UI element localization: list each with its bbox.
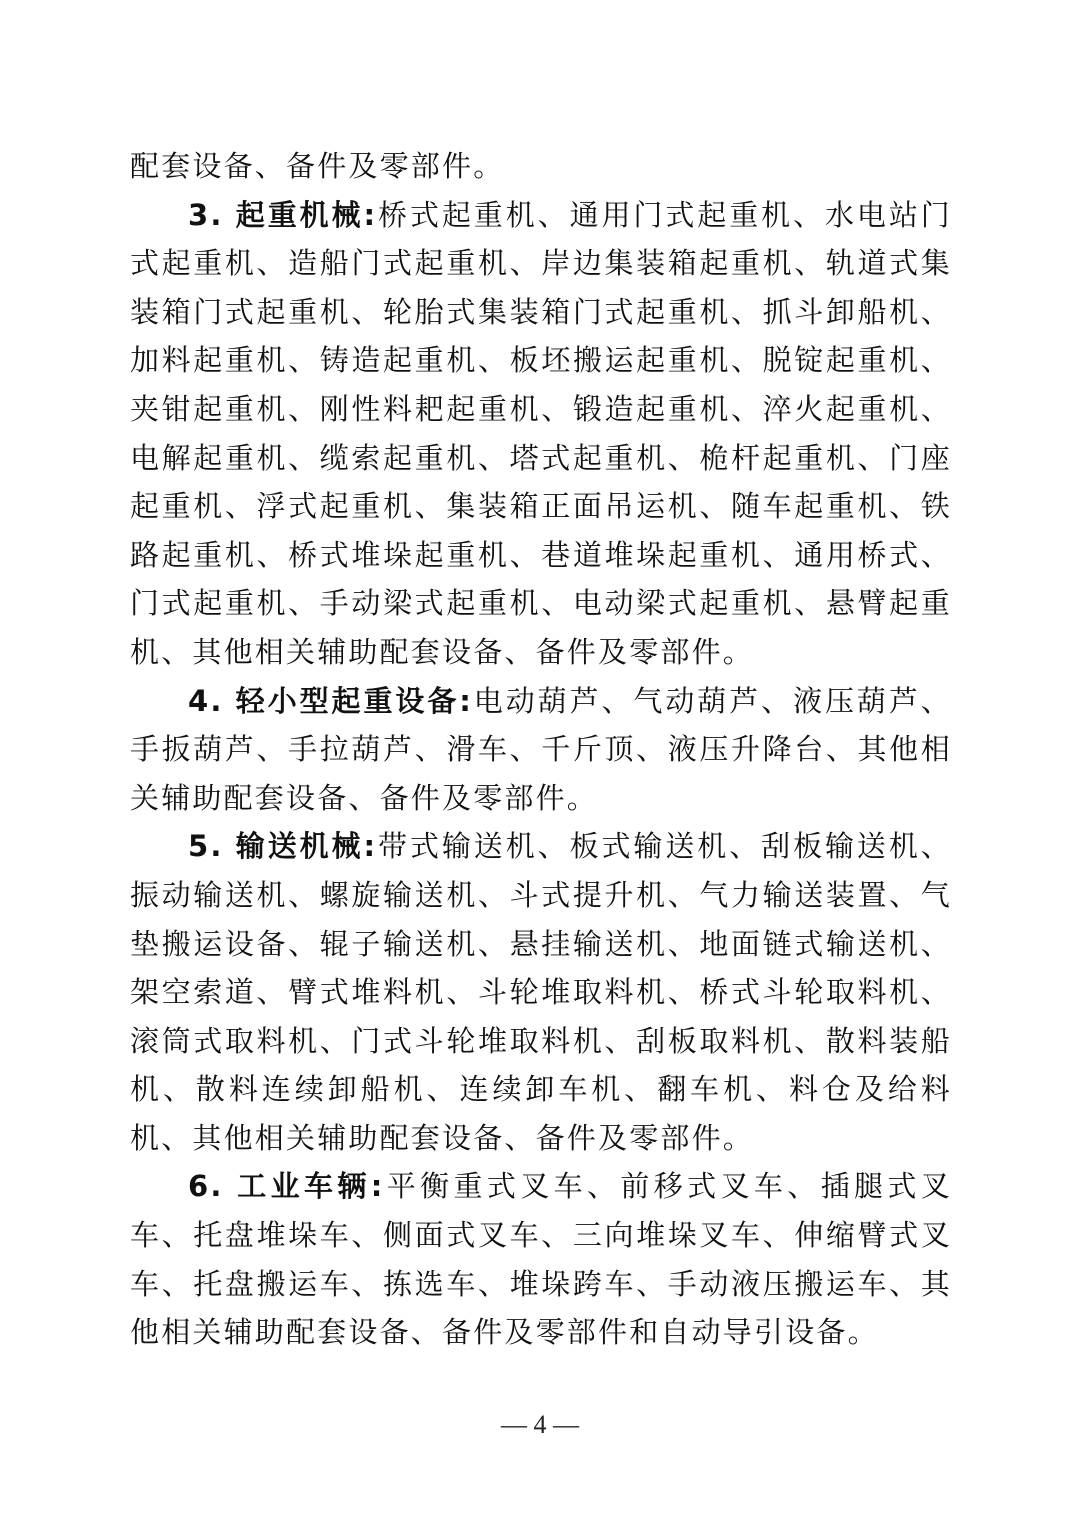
paragraph-number: 3. [188, 197, 224, 232]
paragraph-number: 6. [188, 1169, 224, 1204]
paragraph-text: 平衡重式叉车、前移式叉车、插腿式叉车、托盘堆垛车、侧面式叉车、三向堆垛叉车、伸缩臂式叉车、托盘搬运车、拣选车、堆垛跨车、手动液压搬运车、其他相关辅助配套设备、备件及零部件和自动导引设备。 [130, 1169, 953, 1350]
page-number: — 4 — [501, 1410, 579, 1439]
paragraph-number: 4. [188, 683, 224, 718]
paragraph-3-lifting-machinery [130, 191, 952, 677]
continuation-text: 配套设备、备件及零部件。 [130, 149, 505, 183]
continuation-paragraph [130, 142, 952, 191]
paragraph-text: 桥式起重机、通用门式起重机、水电站门式起重机、造船门式起重机、岸边集装箱起重机、轨道式集装箱门式起重机、轮胎式集装箱门式起重机、抓斗卸船机、加料起重机、铸造起重机、板坯搬运起重机、脱锭起重机、夹钳起重机、刚性料耙起重机、锻造起重机、淬火起重机、电解起重机、缆索起重机、塔式起重机、桅杆起重机、门座起重机、浮式起重机、集装箱正面吊运机、随车起重机、铁路起重机、桥式堆垛起重机、巷道堆垛起重机、通用桥式、门式起重机、手动梁式起重机、电动梁式起重机、悬臂起重机、其他相关辅助配套设备、备件及零部件。 [130, 197, 952, 669]
paragraph-heading: 输送机械: [235, 829, 378, 864]
paragraph-heading: 轻小型起重设备: [235, 683, 474, 718]
document-body [130, 142, 952, 1357]
paragraph-text: 带式输送机、板式输送机、刮板输送机、振动输送机、螺旋输送机、斗式提升机、气力输送装置、气垫搬运设备、辊子输送机、悬挂输送机、地面链式输送机、架空索道、臂式堆料机、斗轮堆取料机、桥式斗轮取料机、滚筒式取料机、门式斗轮堆取料机、刮板取料机、散料装船机、散料连续卸船机、连续卸车机、翻车机、料仓及给料机、其他相关辅助配套设备、备件及零部件。 [130, 829, 952, 1155]
paragraph-4-light-lifting-equipment [130, 677, 952, 823]
paragraph-number: 5. [188, 829, 224, 864]
paragraph-text: 电动葫芦、气动葫芦、液压葫芦、手扳葫芦、手拉葫芦、滑车、千斤顶、液压升降台、其他相关辅助配套设备、备件及零部件。 [130, 683, 952, 815]
paragraph-5-conveying-machinery [130, 822, 952, 1162]
paragraph-heading: 起重机械: [235, 197, 378, 232]
paragraph-heading: 工业车辆: [237, 1169, 385, 1204]
paragraph-6-industrial-vehicles [130, 1162, 952, 1356]
